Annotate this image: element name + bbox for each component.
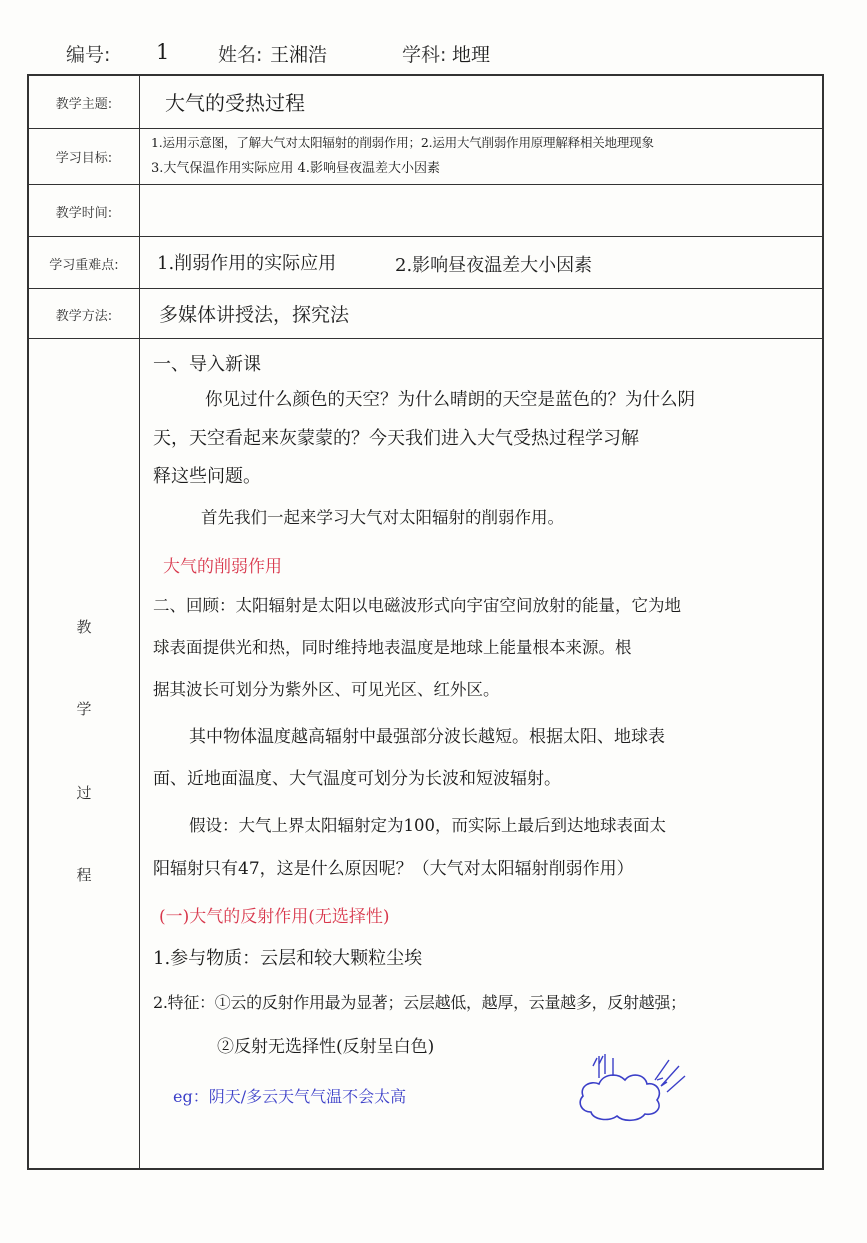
subject-label: 学科: — [402, 44, 447, 66]
method-label: 教学方法: — [55, 309, 113, 324]
section-intro-heading: 一、导入新课 — [153, 354, 261, 375]
process-line: 球表面提供光和热，同时维持地表温度是地球上能量根本来源。根 — [153, 638, 632, 657]
cloud-sketch-icon — [569, 1052, 699, 1142]
subject-value: 地理 — [452, 44, 491, 66]
process-line: 1.参与物质：云层和较大颗粒尘埃 — [153, 948, 423, 969]
row-topic — [29, 76, 822, 129]
process-line: 二、回顾：太阳辐射是太阳以电磁波形式向宇宙空间放射的能量，它为地 — [153, 596, 681, 615]
subheading-reflection: (一)大气的反射作用(无选择性) — [159, 907, 390, 927]
row-goals — [29, 128, 822, 185]
process-line: 释这些问题。 — [153, 466, 261, 487]
process-line: ②反射无选择性(反射呈白色) — [217, 1037, 435, 1057]
subheading-weakening: 大气的削弱作用 — [163, 557, 282, 577]
number-label: 编号: — [66, 44, 111, 66]
process-line: 阳辐射只有47，这是什么原因呢？（大气对太阳辐射削弱作用） — [153, 859, 634, 879]
process-line: 据其波长可划分为紫外区、可见光区、红外区。 — [153, 680, 500, 699]
process-line: 假设：大气上界太阳辐射定为100，而实际上最后到达地球表面太 — [189, 816, 666, 835]
number-value: 1 — [156, 40, 170, 64]
process-line: 天，天空看起来灰蒙蒙的？今天我们进入大气受热过程学习解 — [153, 428, 639, 449]
key-points-label: 学习重难点: — [49, 258, 119, 273]
method-value: 多媒体讲授法，探究法 — [159, 304, 350, 326]
row-key-points — [29, 236, 822, 289]
topic-value: 大气的受热过程 — [165, 91, 305, 115]
goals-label: 学习目标: — [55, 151, 113, 166]
goals-line-2: 3.大气保温作用实际应用 4.影响昼夜温差大小因素 — [151, 161, 440, 176]
process-label-char-2: 学 — [76, 700, 92, 718]
process-label-char-1: 教 — [76, 618, 92, 636]
name-value: 王湘浩 — [270, 44, 328, 66]
process-line: 其中物体温度越高辐射中最强部分波长越短。根据太阳、地球表 — [189, 727, 665, 747]
process-label-char-4: 程 — [76, 866, 92, 884]
time-label: 教学时间: — [55, 206, 113, 221]
name-label: 姓名: — [218, 44, 263, 66]
example-note: eg：阴天/多云天气气温不会太高 — [173, 1087, 407, 1106]
key-point-2: 2.影响昼夜温差大小因素 — [395, 255, 593, 276]
process-line: 你见过什么颜色的天空？为什么晴朗的天空是蓝色的？为什么阴 — [205, 390, 695, 410]
row-time — [29, 184, 822, 237]
key-point-1: 1.削弱作用的实际应用 — [157, 253, 337, 274]
lesson-plan-form — [27, 74, 824, 1170]
goals-line-1: 1.运用示意图，了解大气对太阳辐射的削弱作用；2.运用大气削弱作用原理解释相关地理现象 — [151, 135, 654, 150]
process-line: 2.特征：①云的反射作用最为显著；云层越低，越厚，云量越多，反射越强； — [153, 993, 686, 1012]
row-method — [29, 288, 822, 339]
process-line: 首先我们一起来学习大气对太阳辐射的削弱作用。 — [201, 508, 564, 527]
process-label-char-3: 过 — [76, 784, 92, 802]
topic-label: 教学主题: — [55, 97, 113, 112]
process-line: 面、近地面温度、大气温度可划分为长波和短波辐射。 — [153, 769, 561, 789]
